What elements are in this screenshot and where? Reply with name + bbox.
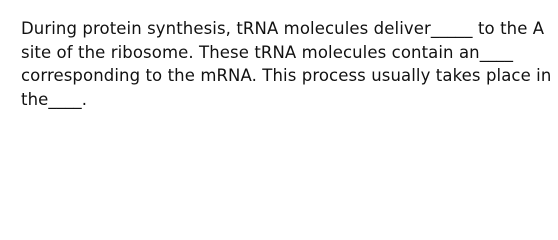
question-line-3: corresponding to the mRNA. This process usually takes place in (21, 66, 552, 85)
question-line-2: site of the ribosome. These tRNA molecules contain an____ (21, 42, 514, 62)
question-line-1: During protein synthesis, tRNA molecules deliver_____ to the A (21, 19, 545, 38)
question-text (21, 17, 551, 111)
question-line-4: the____. (21, 89, 88, 109)
